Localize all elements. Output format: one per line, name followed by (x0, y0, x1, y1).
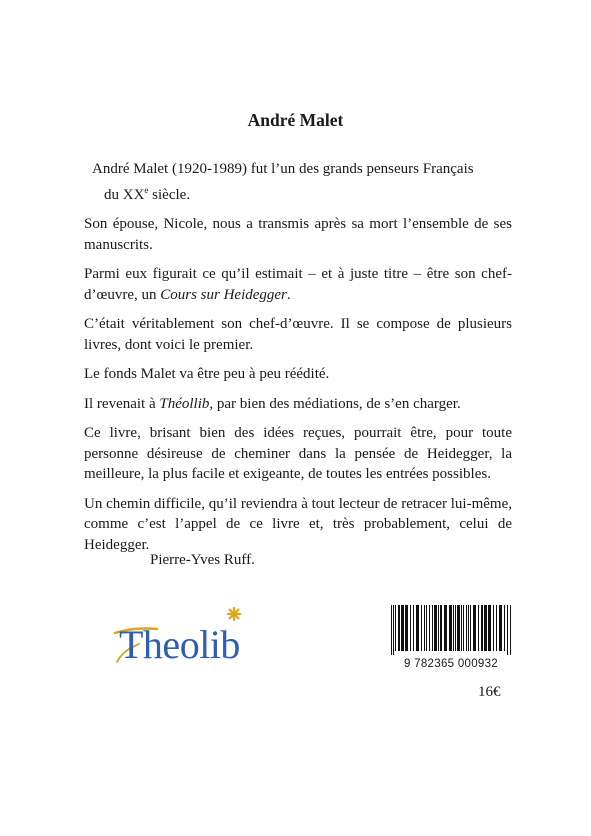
barcode (390, 605, 512, 655)
century-superscript: e (144, 184, 149, 195)
barcode-bar (463, 605, 464, 651)
barcode-bar (468, 605, 469, 651)
barcode-bar (478, 605, 479, 651)
barcode-bar (504, 605, 505, 651)
barcode-bar (424, 605, 425, 651)
barcode-bar (481, 605, 483, 651)
asterisk-icon (228, 608, 240, 620)
barcode-bar (416, 605, 419, 651)
barcode-bar (444, 605, 447, 651)
barcode-bar (434, 605, 437, 651)
barcode-bar (393, 605, 394, 655)
book-title-italic: Cours sur Heidegger (160, 286, 287, 303)
paragraph-1-line-1: André Malet (1920-1989) fut l’un des grands penseurs Français (92, 161, 474, 177)
barcode-bar (440, 605, 442, 651)
paragraph-6-end: , par bien des médiations, de s’en charger. (209, 395, 461, 412)
paragraph-1 (84, 159, 512, 205)
century-prefix: du XX (104, 186, 145, 203)
barcode-bar (470, 605, 471, 651)
paragraph-6 (84, 394, 512, 415)
barcode-bar (426, 605, 427, 651)
paragraph-8: Un chemin difficile, qu’il reviendra à tout lecteur de retracer lui-même, comme c’est l’appel de ce livre et, très probablement, celui de Heidegger. (84, 495, 512, 553)
barcode-bar (405, 605, 408, 651)
barcode-bar (410, 605, 411, 651)
paragraph-1-line-2 (92, 180, 512, 206)
paragraph-3 (84, 264, 512, 305)
barcode-bar (484, 605, 487, 651)
paragraph-6-text: Il revenait à (84, 395, 160, 412)
paragraph-4: C’était véritablement son chef-d’œuvre. Il se compose de plusieurs livres, dont voici le premier. (84, 316, 512, 353)
logo-wordmark: Theolib (119, 622, 240, 667)
paragraph-3-text: Parmi eux figurait ce qu’il estimait – et à juste titre – être son chef-d’œuvre, un (84, 266, 512, 303)
barcode-bar (473, 605, 476, 651)
paragraph-7: Ce livre, brisant bien des idées reçues, pourrait être, pour toute personne désireuse de cheminer dans la pensée de Heidegger, la meilleure, la plus facile et exigeante, de toutes les entrées possibles. (84, 425, 512, 482)
barcode-bar (401, 605, 404, 651)
isbn-number: 9 782365 000932 (403, 658, 499, 670)
barcode-bar (496, 605, 497, 651)
barcode-bar (455, 605, 456, 651)
price-label: 16€ (478, 684, 501, 700)
barcode-bar (432, 605, 433, 651)
barcode-bar (413, 605, 414, 651)
barcode-bar (429, 605, 430, 651)
barcode-bar (391, 605, 392, 655)
barcode-bar (395, 605, 396, 651)
barcode-bar (457, 605, 460, 651)
publisher-name-italic: Théollib (159, 395, 210, 412)
barcode-bar (398, 605, 400, 651)
paragraph-2: Son épouse, Nicole, nous a transmis après sa mort l’ensemble de ses manuscrits. (84, 216, 512, 253)
barcode-bar (438, 605, 439, 651)
barcode-bar (507, 605, 508, 655)
barcode-bar (510, 605, 511, 655)
paragraph-5: Le fonds Malet va être peu à peu réédité. (84, 366, 330, 382)
barcode-bar (449, 605, 452, 651)
barcode-bar (466, 605, 467, 651)
barcode-bar (493, 605, 494, 651)
barcode-bar (488, 605, 491, 651)
barcode-bar (499, 605, 502, 651)
century-suffix: siècle. (148, 186, 191, 203)
blurb-text (84, 159, 512, 564)
publisher-logo (113, 600, 273, 672)
barcode-bar (461, 605, 462, 651)
barcode-bar (453, 605, 454, 651)
paragraph-3-end: . (286, 286, 291, 303)
page-title: André Malet (247, 110, 344, 130)
author-signature: Pierre-Yves Ruff. (150, 552, 255, 568)
barcode-bar (421, 605, 422, 651)
